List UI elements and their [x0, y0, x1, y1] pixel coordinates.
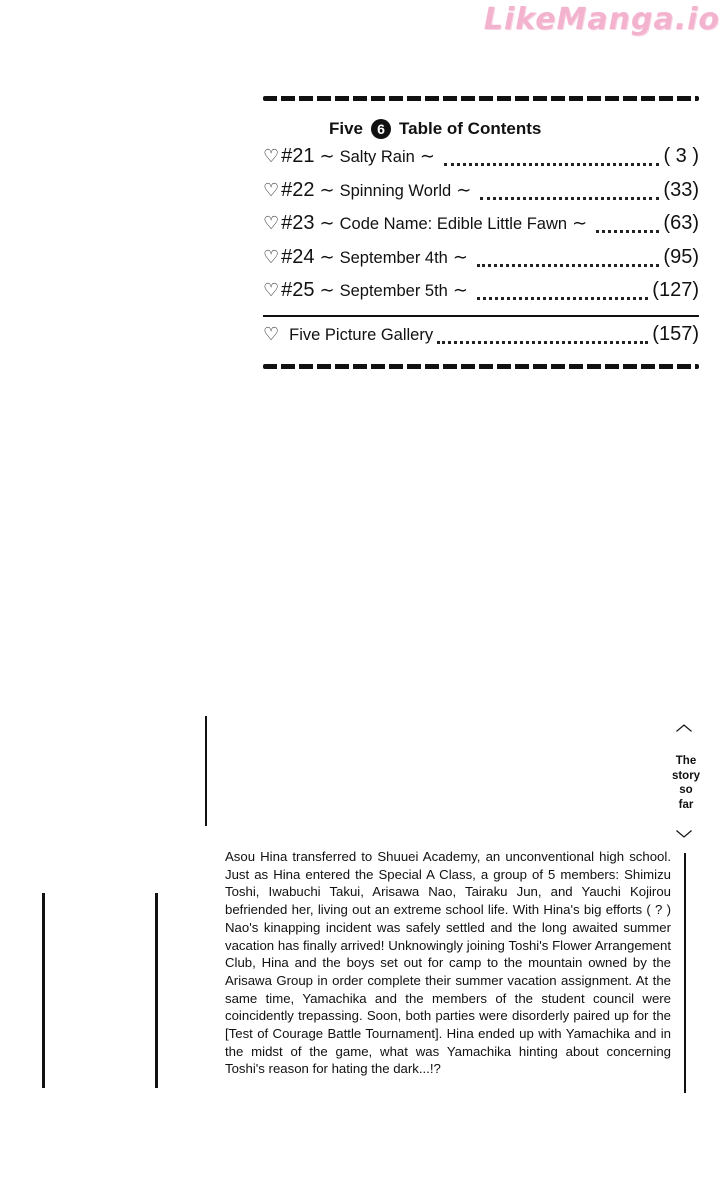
chapter-page: (127) [652, 279, 699, 301]
dot-leader [477, 297, 648, 300]
dot-leader [480, 197, 659, 200]
heart-icon: ♡ [263, 246, 280, 267]
chapter-page: (33) [663, 178, 699, 201]
chapter-page: (95) [663, 245, 699, 268]
dot-leader [444, 163, 660, 166]
toc-entry-gallery [263, 323, 699, 357]
story-label-line: so [679, 784, 693, 796]
bottom-dashed-rule [263, 364, 699, 369]
story-summary-text: Asou Hina transferred to Shuuei Academy, an unconventional high school. Just as Hina entered the Special A Class, a group of 5 members: Shimizu Toshi, Iwabuchi Takui, Arisawa Nao, Tairaku Jun, and Yauchi Kojirou befriended her, living out an extreme school life. With Hina's big efforts ( ? ) Nao's kinapping incident was safely settled and the long awaited summer vacation has finally arrived! Unknowingly joining Toshi's Flower Arrangement Club, Hina and the boys set out for camp to the mountain owned by the Arisawa Group in order complete their summer vacation assignment. At the same time, Yamachika and the members of the student council were coincidently trepassing. Soon, both parties were disorderly paired up for the [Test of Courage Battle Tournament]. Hina ended up with Yamachika and in the midst of the game, what was Yamachika hinting about concerning Toshi's reason for hating the dark...!? [225, 849, 671, 1077]
tilde-mark: ∼ [572, 213, 588, 233]
frame-line-left [205, 716, 207, 826]
chapter-number: #23 [281, 212, 315, 234]
chapter-title: Spinning World [339, 181, 452, 200]
chapter-title: September 4th [339, 248, 448, 267]
tilde-mark: ∼ [319, 246, 335, 267]
chapter-title: Code Name: Edible Little Fawn [339, 215, 568, 233]
chapter-title: September 5th [339, 282, 448, 300]
heart-icon: ♡ [263, 213, 280, 233]
chapter-number: #25 [281, 279, 315, 301]
chapter-page: ( 3 ) [663, 145, 699, 167]
toc-entry [263, 212, 699, 246]
toc-entry [263, 279, 699, 313]
toc-title-label: Table of Contents [399, 119, 542, 138]
toc-title [329, 119, 699, 139]
frame-line-mid-left [155, 893, 158, 1088]
table-of-contents [263, 96, 699, 369]
watermark-logo: LikeManga.io [483, 2, 720, 37]
toc-entry [263, 246, 699, 280]
heart-icon: ♡ [263, 146, 280, 166]
dot-leader [477, 264, 659, 267]
chapter-page: (63) [663, 212, 699, 234]
chapter-title: Salty Rain [339, 148, 415, 166]
heart-icon: ♡ [263, 179, 280, 200]
gallery-page: (157) [652, 322, 699, 345]
gallery-divider [263, 315, 699, 317]
volume-number-badge: 6 [371, 119, 391, 139]
dot-leader [596, 230, 659, 233]
story-label-line: The [675, 755, 697, 767]
tilde-mark: ∼ [456, 179, 472, 200]
gallery-title: Five Picture Gallery [289, 325, 434, 344]
heart-icon: ♡ [263, 280, 280, 300]
tilde-mark: ∼ [319, 213, 335, 233]
tilde-mark: ∼ [419, 146, 435, 166]
story-label-line: story [671, 769, 701, 782]
chevron-up-icon: ︿ [676, 717, 693, 734]
tilde-mark: ∼ [319, 280, 335, 300]
heart-icon: ♡ [263, 323, 280, 344]
frame-line-right [684, 853, 686, 1093]
top-dashed-rule [263, 96, 699, 101]
toc-entry [263, 179, 699, 213]
tilde-mark: ∼ [319, 146, 335, 166]
tilde-mark: ∼ [452, 246, 468, 267]
story-so-far-label [666, 754, 706, 812]
chapter-number: #22 [281, 178, 315, 201]
toc-title-series: Five [329, 119, 364, 138]
chapter-number: #21 [281, 145, 315, 167]
toc-entry [263, 145, 699, 179]
tilde-mark: ∼ [319, 179, 335, 200]
dot-leader [437, 341, 648, 344]
tilde-mark: ∼ [452, 280, 468, 300]
story-label-line: far [678, 798, 694, 811]
chevron-down-icon: ﹀ [676, 831, 693, 848]
frame-line-far-left [42, 893, 45, 1088]
chapter-number: #24 [281, 245, 315, 268]
